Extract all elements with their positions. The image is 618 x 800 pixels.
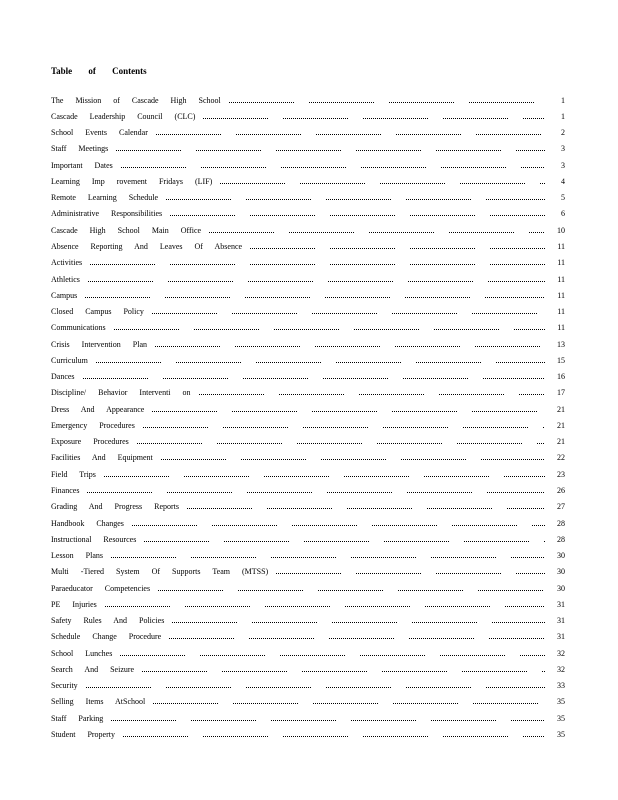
toc-dot-leader [143,427,545,428]
toc-entry-label: Schedule Change Procedure [51,632,167,641]
toc-entry[interactable] [51,141,565,157]
toc-entry-page-number: 5 [561,193,565,203]
toc-entry-label: Learning Imp rovement Fridays (LIF) [51,177,218,186]
toc-entry[interactable] [51,92,565,108]
toc-entry-label: Selling Items AtSchool [51,697,151,706]
toc-entry[interactable] [51,661,565,677]
toc-dot-leader [166,199,545,200]
toc-entry[interactable] [51,466,565,482]
toc-entry-page-number: 35 [557,729,565,739]
toc-entry-page-number: 11 [557,274,565,284]
toc-dot-leader [152,411,545,412]
toc-dot-leader [137,443,545,444]
toc-entry-page-number: 16 [557,372,565,382]
toc-entry-page-number: 28 [557,518,565,528]
toc-entry-page-number: 28 [557,534,565,544]
toc-entry-page-number: 11 [557,323,565,333]
toc-entry[interactable] [51,222,565,238]
toc-entry[interactable] [51,531,565,547]
toc-entry-page-number: 11 [557,242,565,252]
toc-entry-page-number: 30 [557,583,565,593]
toc-entry-label: Curriculum [51,356,94,365]
toc-dot-leader [158,590,545,591]
toc-entry-label: Important Dates [51,161,119,170]
toc-dot-leader [209,232,545,233]
toc-dot-leader [170,215,545,216]
toc-dot-leader [144,541,545,542]
toc-entry-label: School Events Calendar [51,128,154,137]
toc-entry-page-number: 4 [561,176,565,186]
toc-entry[interactable] [51,678,565,694]
toc-entry-label: Administrative Responsibilities [51,209,168,218]
toc-entry[interactable] [51,629,565,645]
toc-entry-label: Remote Learning Schedule [51,193,164,202]
toc-entry[interactable] [51,287,565,303]
toc-dot-leader [86,687,545,688]
toc-entry-page-number: 15 [557,355,565,365]
toc-entry-page-number: 26 [557,486,565,495]
toc-entry[interactable] [51,710,565,726]
toc-dot-leader [96,362,545,363]
toc-dot-leader [152,313,545,314]
toc-entry-page-number: 30 [557,551,565,561]
toc-entry[interactable] [51,499,565,515]
toc-entry[interactable] [51,580,565,596]
toc-entry[interactable] [51,726,565,742]
toc-entry[interactable] [51,157,565,173]
toc-entry[interactable] [51,434,565,450]
toc-entry-label: Dress And Appearance [51,405,150,414]
toc-dot-leader [153,703,545,704]
toc-entry[interactable] [51,303,565,319]
toc-entry-label: Multi -Tiered System Of Supports Team (MTSS) [51,567,274,576]
toc-entry-label: Student Property [51,730,121,739]
toc-entry-label: Communications [51,323,112,332]
toc-entry-label: Handbook Changes [51,519,130,528]
toc-dot-leader [172,622,545,623]
toc-dot-leader [121,167,545,168]
toc-entry[interactable] [51,352,565,368]
toc-entry-page-number: 17 [557,388,565,398]
toc-entry[interactable] [51,515,565,531]
toc-entry-label: Cascade High School Main Office [51,226,207,235]
toc-dot-leader [250,248,545,249]
toc-dot-leader [83,378,545,379]
toc-entry-page-number: 2 [561,128,565,138]
toc-entry-label: Security [51,681,84,690]
toc-entry[interactable] [51,336,565,352]
toc-entry-page-number: 33 [557,681,565,691]
toc-entry-label: Facilities And Equipment [51,453,159,462]
toc-dot-leader [132,525,545,526]
toc-entry-page-number: 31 [557,616,565,626]
toc-entry-label: Search And Seizure [51,665,140,674]
toc-dot-leader [111,720,545,721]
toc-entry-label: Grading And Progress Reports [51,502,185,511]
toc-entry-page-number: 27 [557,502,565,512]
toc-entry-page-number: 23 [557,469,565,479]
toc-entry-label: Instructional Resources [51,535,142,544]
toc-entry[interactable] [51,482,565,498]
toc-entry[interactable] [51,206,565,222]
toc-entry-label: Activities [51,258,88,267]
toc-list [51,92,565,743]
toc-entry-page-number: 13 [557,339,565,349]
toc-entry-label: Campus [51,291,83,300]
toc-entry-label: Dances [51,372,81,381]
toc-entry-label: Staff Parking [51,714,109,723]
toc-entry-label: Staff Meetings [51,144,114,153]
toc-dot-leader [220,183,545,184]
toc-dot-leader [104,476,545,477]
toc-entry-label: School Lunches [51,649,118,658]
toc-entry-label: PE Injuries [51,600,103,609]
toc-dot-leader [116,150,545,151]
toc-dot-leader [123,736,545,737]
toc-entry[interactable] [51,255,565,271]
toc-dot-leader [90,264,545,265]
toc-entry-page-number: 1 [561,95,565,105]
toc-entry-page-number: 35 [557,697,565,707]
toc-entry-label: The Mission of Cascade High School [51,96,227,105]
toc-entry-page-number: 21 [557,420,565,430]
toc-entry-page-number: 31 [557,599,565,609]
toc-dot-leader [229,102,545,103]
toc-entry[interactable] [51,645,565,661]
toc-entry-label: Field Trips [51,470,102,479]
toc-entry-page-number: 32 [557,664,565,674]
toc-dot-leader [85,297,545,298]
toc-entry-label: Athletics [51,275,86,284]
toc-entry-page-number: 32 [557,648,565,658]
toc-entry[interactable] [51,190,565,206]
toc-dot-leader [105,606,545,607]
toc-entry-label: Safety Rules And Policies [51,616,170,625]
toc-entry-page-number: 11 [557,290,565,300]
toc-entry-label: Crisis Intervention Plan [51,340,153,349]
toc-dot-leader [276,573,545,574]
toc-dot-leader [142,671,545,672]
toc-entry-label: Lesson Plans [51,551,109,560]
toc-entry[interactable] [51,320,565,336]
toc-entry[interactable] [51,125,565,141]
toc-entry-page-number: 1 [561,111,565,121]
toc-entry-label: Emergency Procedures [51,421,141,430]
toc-entry[interactable] [51,385,565,401]
toc-entry-page-number: 6 [561,209,565,219]
toc-dot-leader [111,557,545,558]
toc-entry[interactable] [51,613,565,629]
toc-entry-label: Absence Reporting And Leaves Of Absence [51,242,248,251]
toc-entry-page-number: 35 [557,713,565,723]
toc-entry-label: Discipline/ Behavior Interventi on [51,388,197,397]
toc-entry-page-number: 21 [557,404,565,414]
toc-dot-leader [156,134,545,135]
toc-entry[interactable] [51,450,565,466]
toc-entry[interactable] [51,596,565,612]
toc-entry-page-number: 11 [557,307,565,317]
toc-entry-label: Exposure Procedures [51,437,135,446]
toc-title: Table of Contents [51,66,147,76]
toc-dot-leader [87,492,545,493]
toc-entry[interactable] [51,173,565,189]
toc-entry-page-number: 30 [557,567,565,577]
toc-dot-leader [187,508,545,509]
toc-dot-leader [199,394,545,395]
toc-entry-page-number: 22 [557,453,565,463]
toc-entry-page-number: 31 [557,632,565,642]
toc-entry[interactable] [51,369,565,385]
toc-dot-leader [120,655,545,656]
toc-entry-label: Finances [51,486,85,495]
toc-dot-leader [169,638,545,639]
toc-dot-leader [155,346,545,347]
toc-dot-leader [203,118,545,119]
toc-entry[interactable] [51,417,565,433]
toc-entry[interactable] [51,238,565,254]
toc-entry[interactable] [51,271,565,287]
toc-entry-page-number: 3 [561,160,565,170]
toc-entry[interactable] [51,108,565,124]
toc-entry-label: Paraeducator Competencies [51,584,156,593]
toc-entry-label: Cascade Leadership Council (CLC) [51,112,201,121]
toc-entry-label: Closed Campus Policy [51,307,150,316]
toc-entry-page-number: 21 [557,437,565,447]
toc-entry[interactable] [51,564,565,580]
toc-entry[interactable] [51,694,565,710]
toc-entry-page-number: 11 [557,258,565,268]
toc-entry-page-number: 3 [561,144,565,154]
toc-entry[interactable] [51,547,565,563]
toc-entry[interactable] [51,401,565,417]
toc-dot-leader [88,281,545,282]
toc-entry-page-number: 10 [557,225,565,235]
toc-dot-leader [161,459,545,460]
toc-dot-leader [114,329,545,330]
